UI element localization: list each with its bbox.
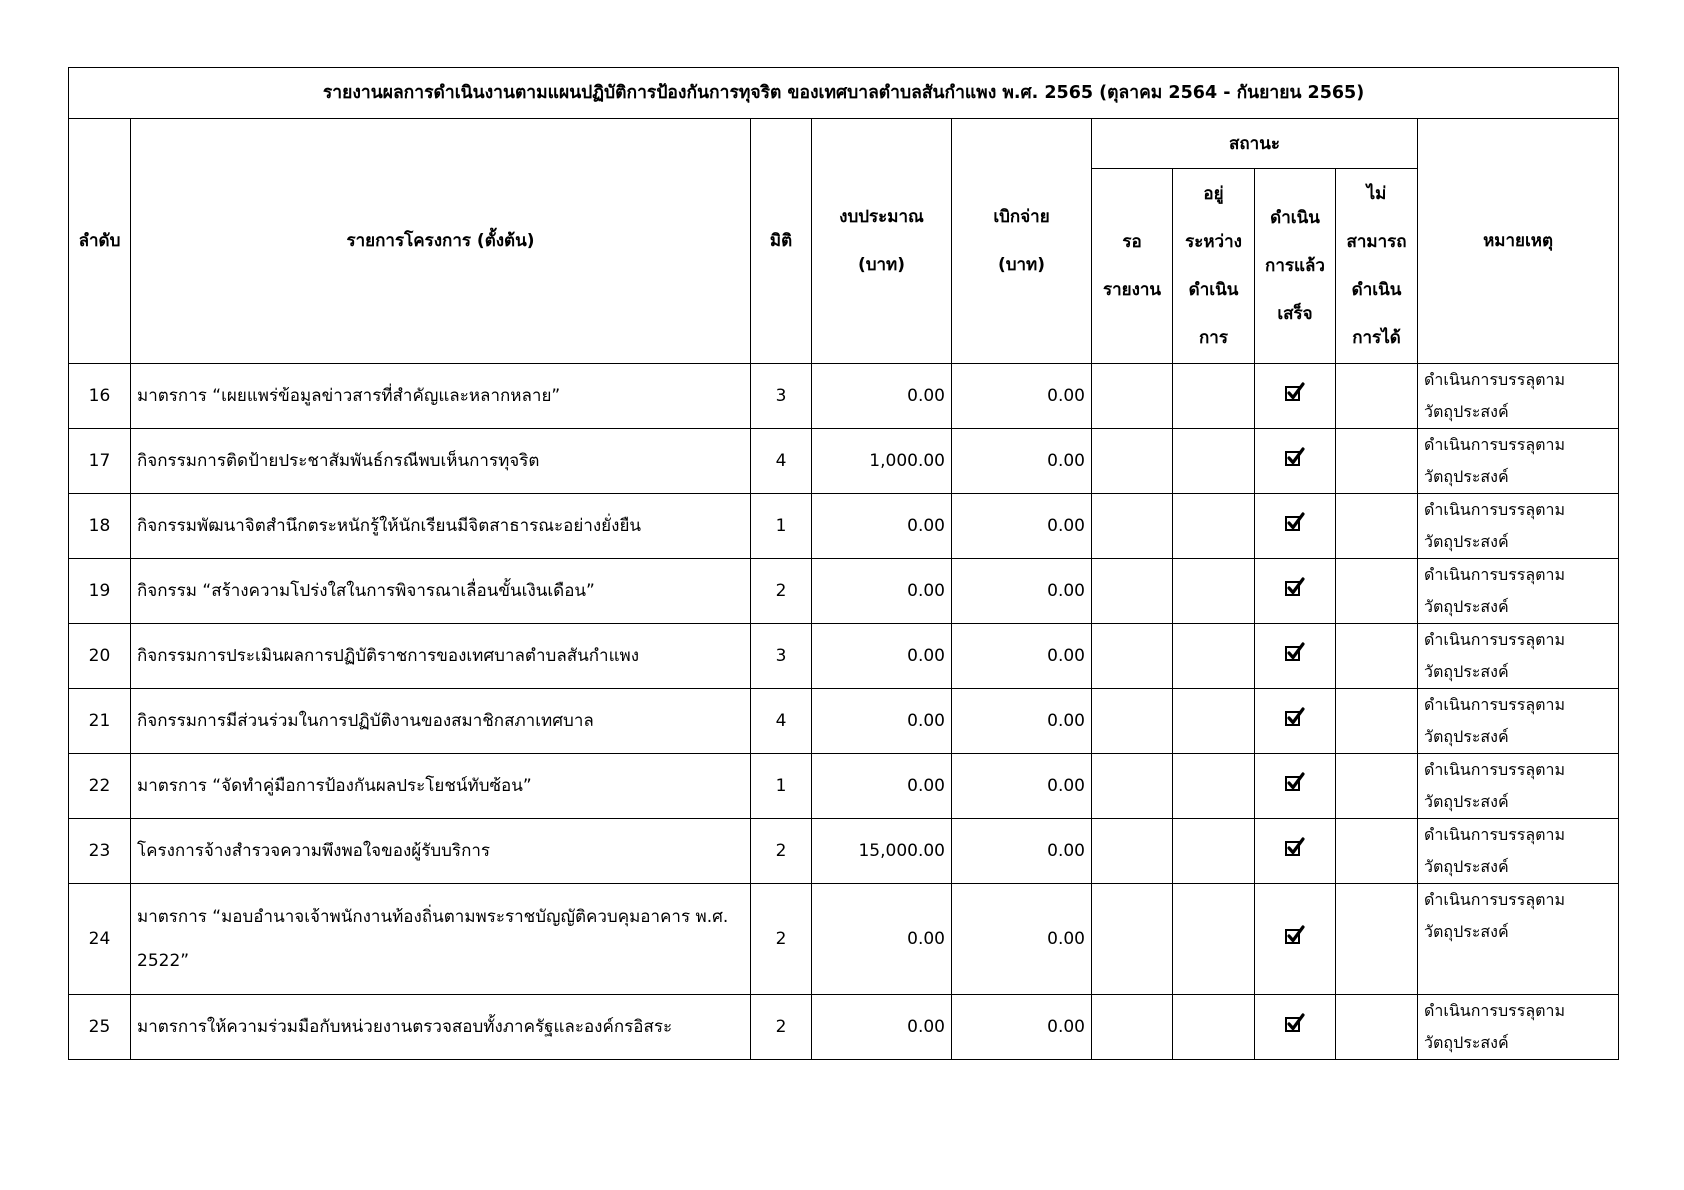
dimension-value: 1 [751,754,812,819]
budget-value: 0.00 [812,494,952,559]
project-name: กิจกรรมพัฒนาจิตสำนึกตระหนักรู้ให้นักเรียนมีจิตสาธารณะอย่างยั่งยืน [131,494,751,559]
row-number: 18 [69,494,131,559]
project-name: กิจกรรมการมีส่วนร่วมในการปฏิบัติงานของสมาชิกสภาเทศบาล [131,689,751,754]
table-row [69,494,1619,559]
table-row [69,689,1619,754]
report-table [68,67,1619,1060]
table-row [69,559,1619,624]
status-unable-cell [1336,429,1418,494]
header-status: สถานะ [1092,119,1418,169]
budget-value: 1,000.00 [812,429,952,494]
status-unable-cell [1336,819,1418,884]
budget-value: 0.00 [812,364,952,429]
checked-box-icon [1284,382,1306,404]
dimension-value: 2 [751,884,812,995]
status-done-cell [1255,429,1336,494]
dimension-value: 3 [751,624,812,689]
header-disbursed: เบิกจ่าย (บาท) [952,119,1092,364]
remark-text: ดำเนินการบรรลุตาม วัตถุประสงค์ [1418,559,1619,624]
disbursed-value: 0.00 [952,559,1092,624]
status-done-cell [1255,754,1336,819]
status-done-cell [1255,819,1336,884]
status-unable-cell [1336,624,1418,689]
checked-box-icon [1284,925,1306,947]
status-waiting-cell [1092,624,1173,689]
status-waiting-cell [1092,995,1173,1060]
project-name: มาตรการ “มอบอำนาจเจ้าพนักงานท้องถิ่นตามพระราชบัญญัติควบคุมอาคาร พ.ศ. 2522” [131,884,751,995]
dimension-value: 2 [751,995,812,1060]
checked-box-icon [1284,512,1306,534]
row-number: 17 [69,429,131,494]
table-row [69,624,1619,689]
status-unable-cell [1336,995,1418,1060]
status-waiting-cell [1092,429,1173,494]
dimension-value: 3 [751,364,812,429]
checked-box-icon [1284,577,1306,599]
status-done-cell [1255,884,1336,995]
disbursed-value: 0.00 [952,624,1092,689]
project-name: มาตรการ “เผยแพร่ข้อมูลข่าวสารที่สำคัญและหลากหลาย” [131,364,751,429]
table-row [69,884,1619,995]
status-in-progress-cell [1173,884,1255,995]
remark-text: ดำเนินการบรรลุตาม วัตถุประสงค์ [1418,754,1619,819]
status-in-progress-cell [1173,559,1255,624]
header-status-in-progress: อยู่ ระหว่าง ดำเนิน การ [1173,169,1255,364]
status-waiting-cell [1092,559,1173,624]
status-waiting-cell [1092,364,1173,429]
status-unable-cell [1336,364,1418,429]
project-name: โครงการจ้างสำรวจความพึงพอใจของผู้รับบริการ [131,819,751,884]
table-row [69,754,1619,819]
row-number: 21 [69,689,131,754]
status-in-progress-cell [1173,754,1255,819]
header-status-done: ดำเนิน การแล้ว เสร็จ [1255,169,1336,364]
status-waiting-cell [1092,689,1173,754]
status-waiting-cell [1092,754,1173,819]
header-remarks: หมายเหตุ [1418,119,1619,364]
disbursed-value: 0.00 [952,819,1092,884]
budget-value: 0.00 [812,884,952,995]
disbursed-value: 0.00 [952,429,1092,494]
header-status-waiting: รอ รายงาน [1092,169,1173,364]
table-row [69,429,1619,494]
table-row [69,364,1619,429]
budget-value: 0.00 [812,559,952,624]
remark-text: ดำเนินการบรรลุตาม วัตถุประสงค์ [1418,364,1619,429]
project-name: มาตรการให้ความร่วมมือกับหน่วยงานตรวจสอบทั้งภาครัฐและองค์กรอิสระ [131,995,751,1060]
project-name: กิจกรรม “สร้างความโปร่งใสในการพิจารณาเลื่อนขั้นเงินเดือน” [131,559,751,624]
remark-text: ดำเนินการบรรลุตาม วัตถุประสงค์ [1418,624,1619,689]
dimension-value: 4 [751,429,812,494]
status-waiting-cell [1092,884,1173,995]
dimension-value: 1 [751,494,812,559]
status-waiting-cell [1092,819,1173,884]
checked-box-icon [1284,772,1306,794]
row-number: 24 [69,884,131,995]
project-name: กิจกรรมการประเมินผลการปฏิบัติราชการของเทศบาลตำบลสันกำแพง [131,624,751,689]
status-in-progress-cell [1173,624,1255,689]
row-number: 19 [69,559,131,624]
dimension-value: 2 [751,559,812,624]
remark-text: ดำเนินการบรรลุตาม วัตถุประสงค์ [1418,884,1619,995]
project-name: มาตรการ “จัดทำคู่มือการป้องกันผลประโยชน์ทับซ้อน” [131,754,751,819]
remark-text: ดำเนินการบรรลุตาม วัตถุประสงค์ [1418,995,1619,1060]
checked-box-icon [1284,1013,1306,1035]
dimension-value: 4 [751,689,812,754]
status-in-progress-cell [1173,689,1255,754]
disbursed-value: 0.00 [952,995,1092,1060]
checked-box-icon [1284,642,1306,664]
table-body [69,364,1619,1060]
status-unable-cell [1336,754,1418,819]
status-done-cell [1255,689,1336,754]
row-number: 23 [69,819,131,884]
disbursed-value: 0.00 [952,364,1092,429]
budget-value: 15,000.00 [812,819,952,884]
disbursed-value: 0.00 [952,754,1092,819]
status-in-progress-cell [1173,364,1255,429]
checked-box-icon [1284,707,1306,729]
header-order: ลำดับ [69,119,131,364]
row-number: 16 [69,364,131,429]
remark-text: ดำเนินการบรรลุตาม วัตถุประสงค์ [1418,689,1619,754]
header-status-unable: ไม่ สามารถ ดำเนิน การได้ [1336,169,1418,364]
row-number: 25 [69,995,131,1060]
status-unable-cell [1336,884,1418,995]
row-number: 20 [69,624,131,689]
table-row [69,995,1619,1060]
disbursed-value: 0.00 [952,884,1092,995]
project-name: กิจกรรมการติดป้ายประชาสัมพันธ์กรณีพบเห็นการทุจริต [131,429,751,494]
table-row [69,819,1619,884]
remark-text: ดำเนินการบรรลุตาม วัตถุประสงค์ [1418,819,1619,884]
status-done-cell [1255,624,1336,689]
status-in-progress-cell [1173,429,1255,494]
remark-text: ดำเนินการบรรลุตาม วัตถุประสงค์ [1418,429,1619,494]
status-unable-cell [1336,559,1418,624]
status-done-cell [1255,494,1336,559]
status-in-progress-cell [1173,995,1255,1060]
budget-value: 0.00 [812,754,952,819]
disbursed-value: 0.00 [952,494,1092,559]
report-title: รายงานผลการดำเนินงานตามแผนปฏิบัติการป้องกันการทุจริต ของเทศบาลตำบลสันกำแพง พ.ศ. 2565 (ตุลาคม 2564 - กันยายน 2565) [69,68,1619,119]
status-done-cell [1255,364,1336,429]
disbursed-value: 0.00 [952,689,1092,754]
remark-text: ดำเนินการบรรลุตาม วัตถุประสงค์ [1418,494,1619,559]
budget-value: 0.00 [812,689,952,754]
budget-value: 0.00 [812,624,952,689]
status-done-cell [1255,995,1336,1060]
status-in-progress-cell [1173,494,1255,559]
budget-value: 0.00 [812,995,952,1060]
checked-box-icon [1284,837,1306,859]
checked-box-icon [1284,447,1306,469]
status-done-cell [1255,559,1336,624]
header-budget: งบประมาณ (บาท) [812,119,952,364]
status-in-progress-cell [1173,819,1255,884]
status-waiting-cell [1092,494,1173,559]
row-number: 22 [69,754,131,819]
header-project: รายการโครงการ (ตั้งต้น) [131,119,751,364]
status-unable-cell [1336,494,1418,559]
status-unable-cell [1336,689,1418,754]
dimension-value: 2 [751,819,812,884]
header-dimension: มิติ [751,119,812,364]
